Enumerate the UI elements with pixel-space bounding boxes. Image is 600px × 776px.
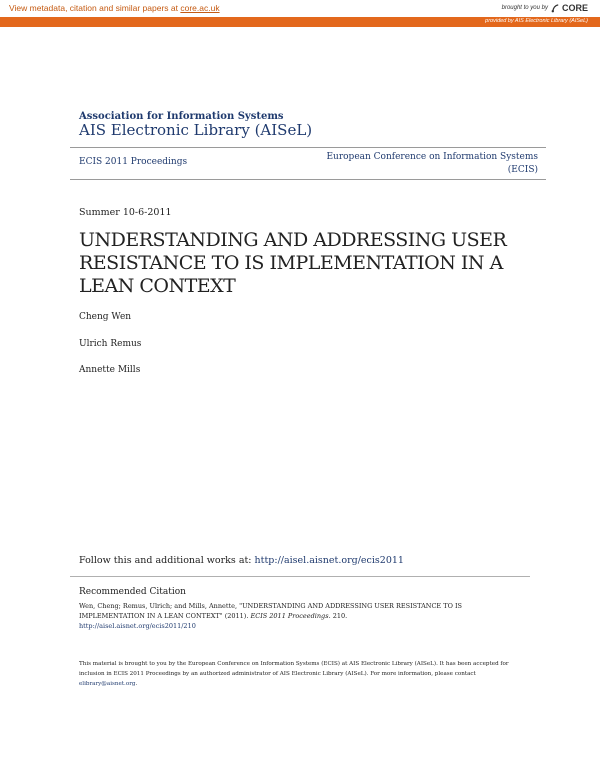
citation-text-end: . 210. (328, 612, 348, 620)
metadata-text: View metadata, citation and similar papers at (9, 3, 181, 13)
divider-top (70, 147, 546, 148)
notice-text: This material is brought to you by the European Conference on Information Systems (ECIS) at AIS Electronic Library (AISeL). It has been accepted for inclusion in ECIS 2011 Proceedings by an authorized administrator of AIS Electronic Library (AISeL). For more information, please contact (79, 661, 509, 677)
follow-link[interactable]: http://aisel.aisnet.org/ecis2011 (254, 555, 404, 566)
metadata-notice (9, 3, 220, 13)
citation-text: Wen, Cheng; Remus, Ulrich; and Mills, Annette, "UNDERSTANDING AND ADDRESSING USER RESISTANCE TO IS IMPLEMENTATION IN A LEAN CONTEXT" (2011). (79, 602, 462, 620)
citation-link[interactable]: http://aisel.aisnet.org/ecis2011/210 (79, 622, 196, 630)
citation-journal: ECIS 2011 Proceedings (250, 612, 329, 620)
author-1[interactable]: Cheng Wen (79, 312, 132, 322)
provided-by: provided by AIS Electronic Library (AISeL) (485, 18, 588, 24)
citation-heading: Recommended Citation (79, 587, 186, 597)
brought-text: brought to you by (501, 5, 548, 11)
proceedings-link[interactable]: ECIS 2011 Proceedings (79, 157, 188, 167)
notice-end: . (135, 681, 138, 687)
core-banner (0, 0, 600, 27)
author-3[interactable]: Annette Mills (79, 365, 141, 375)
library-name[interactable]: AIS Electronic Library (AISeL) (79, 121, 313, 139)
paper-title: UNDERSTANDING AND ADDRESSING USER RESISTANCE TO IS IMPLEMENTATION IN A LEAN CONTEXT (79, 229, 507, 297)
core-link[interactable]: core.ac.uk (180, 3, 220, 13)
publication-date: Summer 10-6-2011 (79, 207, 172, 218)
conference-line-1: European Conference on Information Systems (326, 152, 538, 162)
availability-notice (79, 659, 509, 689)
follow-text: Follow this and additional works at: (79, 555, 255, 566)
citation-body (79, 601, 509, 631)
contact-email[interactable]: elibrary@aisnet.org (79, 681, 136, 687)
core-banner-top-row (0, 0, 600, 18)
follow-line (79, 555, 404, 566)
core-icon (551, 4, 560, 13)
divider-bottom (70, 179, 546, 180)
author-2[interactable]: Ulrich Remus (79, 339, 142, 349)
brought-to-you (502, 3, 588, 13)
divider-citation (70, 576, 530, 577)
core-label: CORE (561, 3, 588, 13)
conference-link[interactable] (308, 151, 538, 177)
core-logo[interactable] (551, 3, 588, 13)
organization-name[interactable]: Association for Information Systems (79, 111, 284, 122)
conference-line-2: (ECIS) (507, 165, 538, 175)
